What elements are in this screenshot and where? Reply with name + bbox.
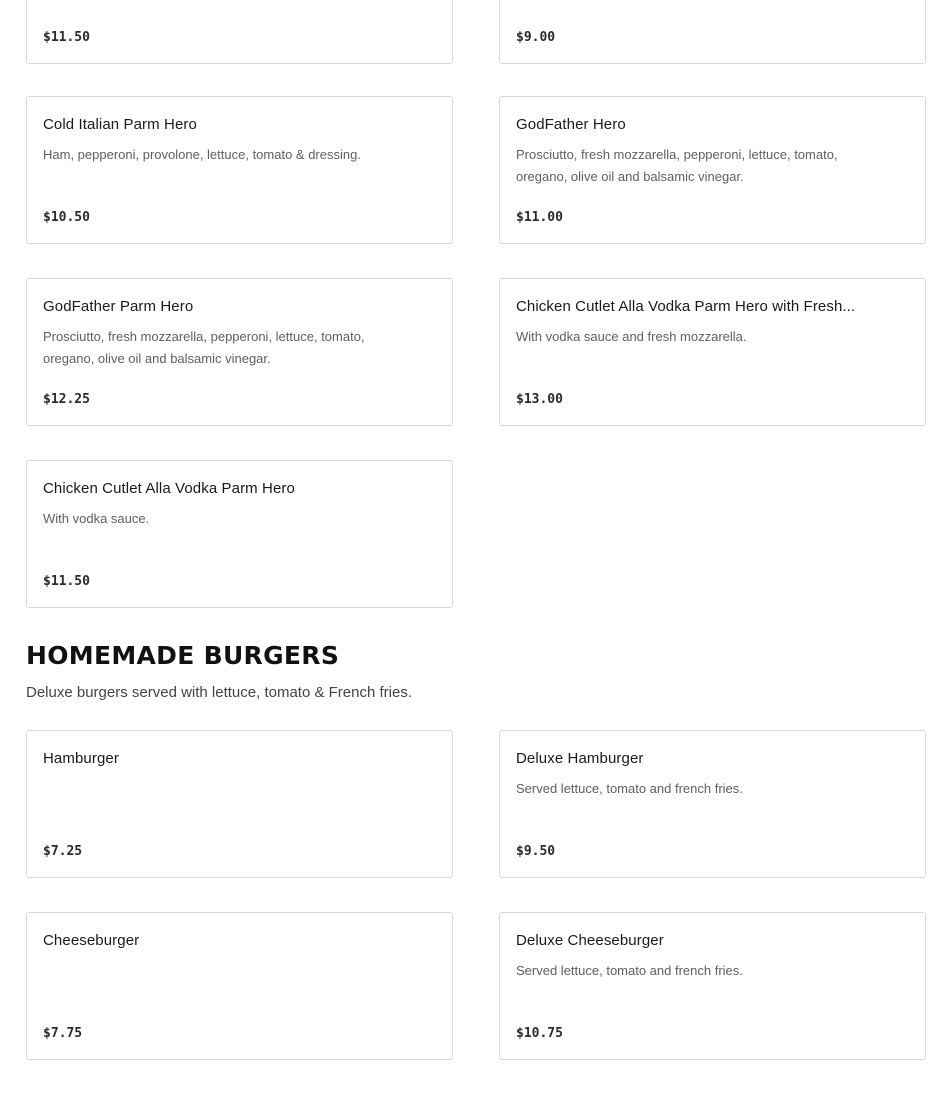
menu-item-description: Served lettuce, tomato and french fries. xyxy=(516,781,743,796)
menu-item-price: $7.25 xyxy=(43,844,83,859)
menu-item-name: Deluxe Cheeseburger xyxy=(516,932,664,949)
menu-item-card[interactable] xyxy=(499,0,926,64)
menu-item-price: $11.50 xyxy=(43,574,90,589)
menu-item-price: $9.50 xyxy=(516,844,556,859)
menu-item-price: $12.25 xyxy=(43,392,90,407)
menu-item-description: With vodka sauce and fresh mozzarella. xyxy=(516,329,747,344)
menu-item-name: Deluxe Hamburger xyxy=(516,750,644,767)
menu-item-price: $10.50 xyxy=(43,210,90,225)
menu-item-card[interactable] xyxy=(499,96,926,244)
menu-item-card[interactable] xyxy=(26,912,453,1060)
menu-item-description: Ham, pepperoni, provolone, lettuce, tomato & dressing. xyxy=(43,147,361,162)
menu-item-name: GodFather Hero xyxy=(516,116,626,133)
menu-item-description: With vodka sauce. xyxy=(43,511,150,526)
menu-item-card[interactable] xyxy=(499,912,926,1060)
menu-item-name: Chicken Cutlet Alla Vodka Parm Hero xyxy=(43,480,295,497)
menu-item-price: $10.75 xyxy=(516,1026,563,1041)
menu-item-card[interactable] xyxy=(499,730,926,878)
menu-item-description: Prosciutto, fresh mozzarella, pepperoni, lettuce, tomato, oregano, olive oil and balsamic vinegar. xyxy=(43,329,365,366)
menu-item-price: $11.00 xyxy=(516,210,563,225)
menu-item-card[interactable] xyxy=(26,460,453,608)
menu-item-card[interactable] xyxy=(26,96,453,244)
section-title: HOMEMADE BURGERS xyxy=(26,641,340,670)
menu-item-name: GodFather Parm Hero xyxy=(43,298,194,315)
menu-item-description: Prosciutto, fresh mozzarella, pepperoni, lettuce, tomato, oregano, olive oil and balsamic vinegar. xyxy=(516,147,838,184)
menu-item-card[interactable] xyxy=(26,278,453,426)
menu-item-card[interactable] xyxy=(499,278,926,426)
section-description: Deluxe burgers served with lettuce, tomato & French fries. xyxy=(26,684,413,701)
menu-item-card[interactable] xyxy=(26,730,453,878)
menu-item-price: $9.00 xyxy=(516,30,556,45)
menu-item-name: Cheeseburger xyxy=(43,932,140,949)
menu-item-name: Cold Italian Parm Hero xyxy=(43,116,197,133)
menu-item-name: Chicken Cutlet Alla Vodka Parm Hero with Fresh... xyxy=(516,298,856,315)
menu-item-card[interactable] xyxy=(26,0,453,64)
menu-item-price: $7.75 xyxy=(43,1026,83,1041)
menu-item-price: $13.00 xyxy=(516,392,563,407)
menu-item-price: $11.50 xyxy=(43,30,90,45)
menu-item-description: Served lettuce, tomato and french fries. xyxy=(516,963,743,978)
menu-item-name: Hamburger xyxy=(43,750,119,767)
